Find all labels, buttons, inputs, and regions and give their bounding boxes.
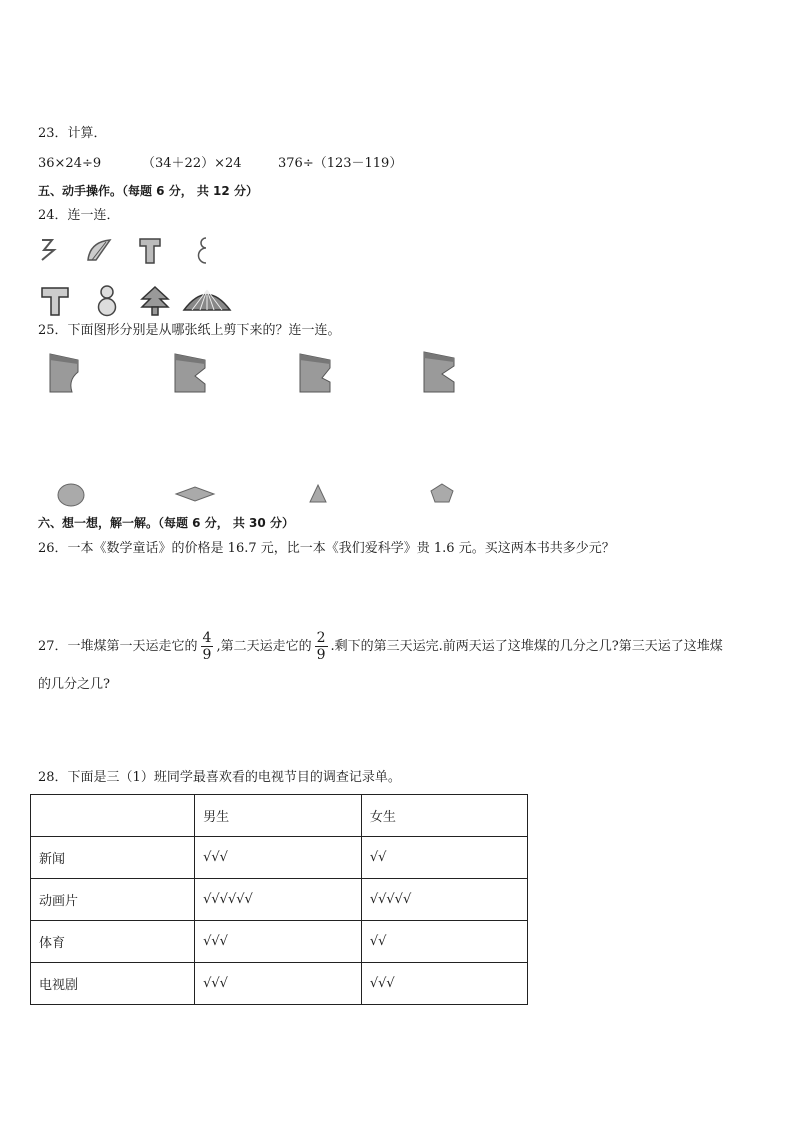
table-header-cell: 男生: [195, 795, 362, 837]
section5-heading: 五、动手操作。（每题 6 分， 共 12 分）: [38, 184, 258, 198]
q27-part2: ,第二天运走它的: [216, 639, 312, 654]
triangle-shape: [308, 482, 328, 504]
q23-expr-2: （34＋22）×24: [142, 156, 242, 171]
pagoda-icon: [140, 285, 170, 317]
table-cell: √√√: [195, 963, 362, 1005]
q23-title: 23．计算．: [38, 126, 107, 141]
table-row: [31, 963, 528, 1005]
snowman-half-icon: [194, 236, 210, 266]
table-header-row: [31, 795, 528, 837]
snowman-icon: [94, 283, 120, 317]
table-cell: 电视剧: [31, 963, 195, 1005]
q27-fraction-2: $\frac{2}{9}$: [316, 630, 326, 663]
umbrella-icon: [182, 287, 232, 313]
circle-shape: [56, 482, 86, 508]
table-cell: √√√√√√: [195, 879, 362, 921]
table-header-cell: [31, 795, 195, 837]
q27-fraction-1: $\frac{4}{9}$: [202, 630, 212, 663]
table-row: [31, 837, 528, 879]
folded-paper-half-diamond: [173, 352, 213, 396]
q27-line2: 的几分之几?: [38, 677, 110, 692]
table-cell: √√: [361, 921, 527, 963]
table-cell: √√√: [361, 963, 527, 1005]
q23-expr-1: 36×24÷9: [38, 156, 102, 171]
q23-expr-3: 376÷（123－119）: [278, 156, 403, 171]
table-row: [31, 921, 528, 963]
section6-heading: 六、想一想，解一解。（每题 6 分， 共 30 分）: [38, 516, 294, 530]
table-row: [31, 879, 528, 921]
q28-title: 28．下面是三（1）班同学最喜欢看的电视节目的调查记录单。: [38, 770, 401, 785]
folded-paper-half-circle: [48, 352, 84, 396]
pentagon-shape: [429, 482, 455, 504]
q23-expressions: [38, 156, 538, 172]
q27-part1: 27．一堆煤第一天运走它的: [38, 639, 198, 654]
q27-part3: .剩下的第三天运完.前两天运了这堆煤的几分之几?第三天运了这堆煤: [330, 639, 723, 654]
q24-title: 24．连一连．: [38, 208, 120, 223]
survey-table: [30, 794, 528, 1005]
table-cell: 动画片: [31, 879, 195, 921]
lightning-fragment-icon: [38, 236, 60, 264]
q25-title: 25．下面图形分别是从哪张纸上剪下来的？连一连。: [38, 323, 341, 338]
umbrella-slice-icon: [84, 236, 114, 264]
folded-paper-half-pentagon: [422, 350, 462, 396]
table-cell: √√√: [195, 921, 362, 963]
table-cell: 体育: [31, 921, 195, 963]
table-cell: √√√: [195, 837, 362, 879]
tree-icon: [40, 285, 70, 317]
table-cell: √√: [361, 837, 527, 879]
table-cell: 新闻: [31, 837, 195, 879]
table-header-cell: 女生: [361, 795, 527, 837]
table-cell: √√√√√: [361, 879, 527, 921]
tree-fragment-icon: [138, 236, 164, 266]
q26-text: 26．一本《数学童话》的价格是 16.7 元，比一本《我们爱科学》贵 1.6 元。买这两本书共多少元？: [38, 541, 615, 556]
diamond-shape: [174, 485, 216, 503]
folded-paper-half-triangle: [298, 352, 338, 396]
q27-line1: [38, 628, 723, 666]
